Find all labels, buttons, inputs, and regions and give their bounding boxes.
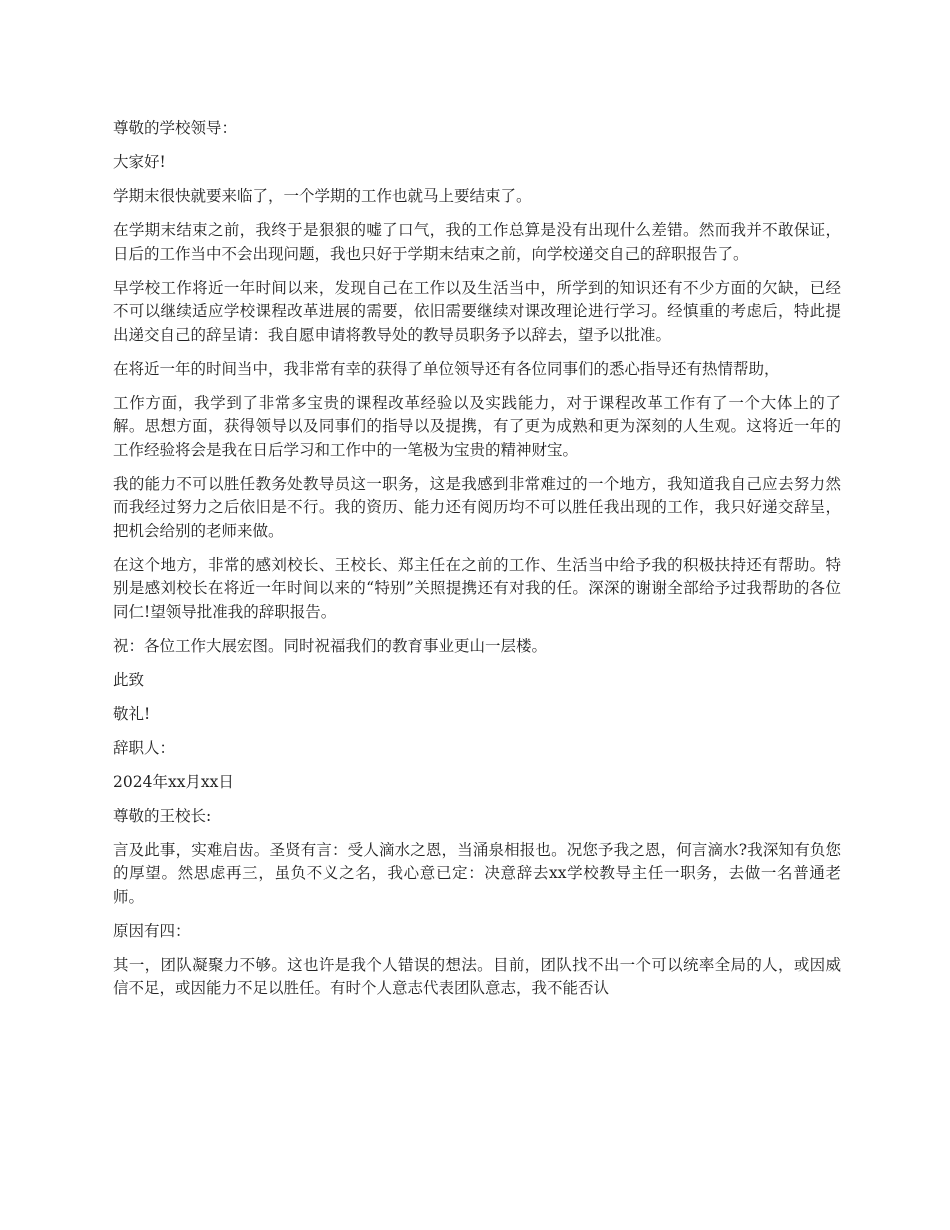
body-paragraph: 在学期末结束之前，我终于是狠狠的嘘了口气，我的工作总算是没有出现什么差错。然而我并不敢保证，日后的工作当中不会出现问题，我也只好于学期末结束之前，向学校递交自己的辞职报告了。: [113, 221, 841, 263]
body-paragraph: 言及此事，实难启齿。圣贤有言：受人滴水之恩，当涌泉相报也。况您予我之恩，何言滴水?我深知有负您的厚望。然思虑再三，虽负不义之名，我心意已定：决意辞去xx学校教导主任一职务，去做一名普通老师。: [113, 840, 841, 906]
document-body: [113, 117, 841, 1011]
body-paragraph: 其一，团队凝聚力不够。这也许是我个人错误的想法。目前，团队找不出一个可以统率全局的人，或因威信不足，或因能力不足以胜任。有时个人意志代表团队意志，我不能否认: [113, 955, 841, 997]
date: 2024年xx月xx日: [113, 772, 234, 791]
body-paragraph: 工作方面，我学到了非常多宝贵的课程改革经验以及实践能力，对于课程改革工作有了一个大体上的了解。思想方面，获得领导以及同事们的指导以及提携，有了更为成熟和更为深刻的人生观。这将近一年的工作经验将会是我在日后学习和工作中的一笔极为宝贵的精神财宝。: [113, 393, 841, 459]
body-paragraph: 在这个地方，非常的感刘校长、王校长、郑主任在之前的工作、生活当中给予我的积极扶持还有帮助。特别是感刘校长在将近一年时间以来的“特别”关照提携还有对我的任。深深的谢谢全部给予过我帮助的各位同仁!望领导批准我的辞职报告。: [113, 555, 841, 621]
second-salutation: 尊敬的王校长:: [113, 806, 212, 825]
body-paragraph: 原因有四：: [113, 921, 191, 940]
closing-line: 此致: [113, 670, 145, 689]
body-paragraph: 早学校工作将近一年时间以来，发现自己在工作以及生活当中，所学到的知识还有不少方面的欠缺，已经不可以继续适应学校课程改革进展的需要，依旧需要继续对课改理论进行学习。经慎重的考虑后，特此提出递交自己的辞呈请：我自愿申请将教导处的教导员职务予以辞去，望予以批准。: [113, 278, 841, 344]
signature-label: 辞职人：: [113, 738, 176, 757]
closing-salute: 敬礼!: [113, 704, 151, 723]
greeting: 大家好!: [113, 153, 166, 171]
body-paragraph: 我的能力不可以胜任教务处教导员这一职务，这是我感到非常难过的一个地方，我知道我自己应去努力然而我经过努力之后依旧是不行。我的资历、能力还有阅历均不可以胜任我出现的工作，我只好递交辞呈，把机会给别的老师来做。: [113, 474, 841, 540]
salutation: 尊敬的学校领导：: [113, 119, 238, 137]
body-paragraph: 在将近一年的时间当中，我非常有幸的获得了单位领导还有各位同事们的悉心指导还有热情帮助，: [113, 359, 780, 378]
closing-wish: 祝：各位工作大展宏图。同时祝福我们的教育事业更山一层楼。: [113, 636, 548, 655]
body-paragraph: 学期末很快就要来临了，一个学期的工作也就马上要结束了。: [113, 187, 532, 205]
